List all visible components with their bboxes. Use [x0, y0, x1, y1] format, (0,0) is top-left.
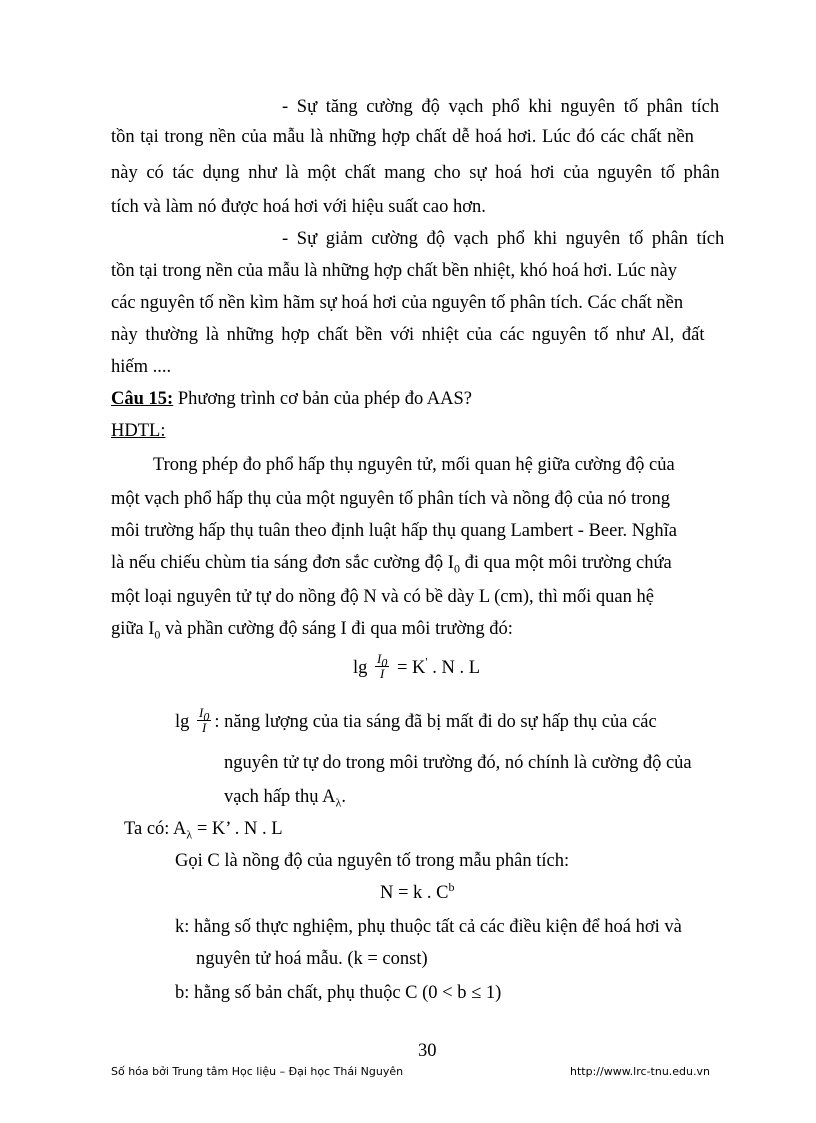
- para3-line1: Trong phép đo phổ hấp thụ nguyên tử, mối quan hệ giữa cường độ của: [153, 455, 675, 475]
- para3-line5: một loại nguyên tử tự do nồng độ N và có bề dày L (cm), thì mối quan hệ: [111, 587, 654, 607]
- para1-line2: tồn tại trong nền của mẫu là những hợp chất dễ hoá hơi. Lúc đó các chất nền: [111, 127, 694, 147]
- para5-equation: Ta có: $A_\lambda = K$’ . N . L: [124, 819, 283, 842]
- para4-line1: lg $\frac{I_0}{I}$ : năng lượng của tia sáng đã bị mất đi do sự hấp thụ của các: [175, 705, 657, 735]
- para3-line4: là nếu chiếu chùm tia sáng đơn sắc cường độ $I_0$ đi qua một môi trường chứa: [111, 553, 672, 576]
- para6: Gọi C là nồng độ của nguyên tố trong mẫu phân tích:: [175, 851, 570, 871]
- fraction-i0-over-i-inline: $\frac{I_0}{I}$: [199, 705, 210, 735]
- para3-line6: giữa $I_0$ và phần cường độ sáng I đi qua môi trường đó:: [111, 619, 513, 642]
- question-heading: [111, 388, 472, 410]
- question-text: Phương trình cơ bản của phép đo AAS?: [173, 389, 473, 409]
- para2-line3: các nguyên tố nền kìm hãm sự hoá hơi của nguyên tố phân tích. Các chất nền: [111, 293, 684, 313]
- para7-line2: nguyên tử hoá mẫu. (k = const): [196, 949, 428, 969]
- para1-line3: này có tác dụng như là một chất mang cho sự hoá hơi của nguyên tố phân: [111, 163, 720, 183]
- para3-line2: một vạch phổ hấp thụ của một nguyên tố phân tích và nồng độ của nó trong: [111, 489, 670, 509]
- para1-line4: tích và làm nó được hoá hơi với hiệu suất cao hơn.: [111, 197, 486, 217]
- para4-line2: nguyên tử tự do trong môi trường đó, nó chính là cường độ của: [224, 753, 692, 773]
- para3-line3: môi trường hấp thụ tuân theo định luật hấp thụ quang Lambert - Beer. Nghĩa: [111, 521, 677, 541]
- footer-credit: Số hóa bởi Trung tâm Học liệu – Đại học Thái Nguyên: [111, 1065, 404, 1078]
- footer-url[interactable]: http://www.lrc-tnu.edu.vn: [570, 1065, 710, 1078]
- para7-line1: k: hằng số thực nghiệm, phụ thuộc tất cả các điều kiện để hoá hơi và: [175, 917, 682, 937]
- para2-line5: hiếm ....: [111, 357, 172, 377]
- hdtl-heading: HDTL:: [111, 421, 166, 441]
- equation-lambert-beer: lg $\frac{I_0}{I}$ = K' . N . L: [353, 651, 480, 681]
- equation-n-kcb: N = k . $C^b$: [380, 879, 455, 903]
- fraction-i0-over-i: $\frac{I_0}{I}$: [377, 651, 388, 681]
- para2-line4: này thường là những hợp chất bền với nhiệt của các nguyên tố như Al, đất: [111, 325, 705, 345]
- question-label: Câu 15:: [111, 389, 174, 409]
- para2-line1: - Sự giảm cường độ vạch phổ khi nguyên tố phân tích: [282, 229, 725, 249]
- para8: b: hằng số bản chất, phụ thuộc C (0 < b ≤ 1): [175, 983, 502, 1003]
- para4-line3: vạch hấp thụ $A_\lambda$.: [224, 787, 346, 810]
- page-number: 30: [418, 1041, 437, 1061]
- para2-line2: tồn tại trong nền của mẫu là những hợp chất bền nhiệt, khó hoá hơi. Lúc này: [111, 261, 677, 281]
- para1-line1: - Sự tăng cường độ vạch phổ khi nguyên tố phân tích: [282, 97, 720, 117]
